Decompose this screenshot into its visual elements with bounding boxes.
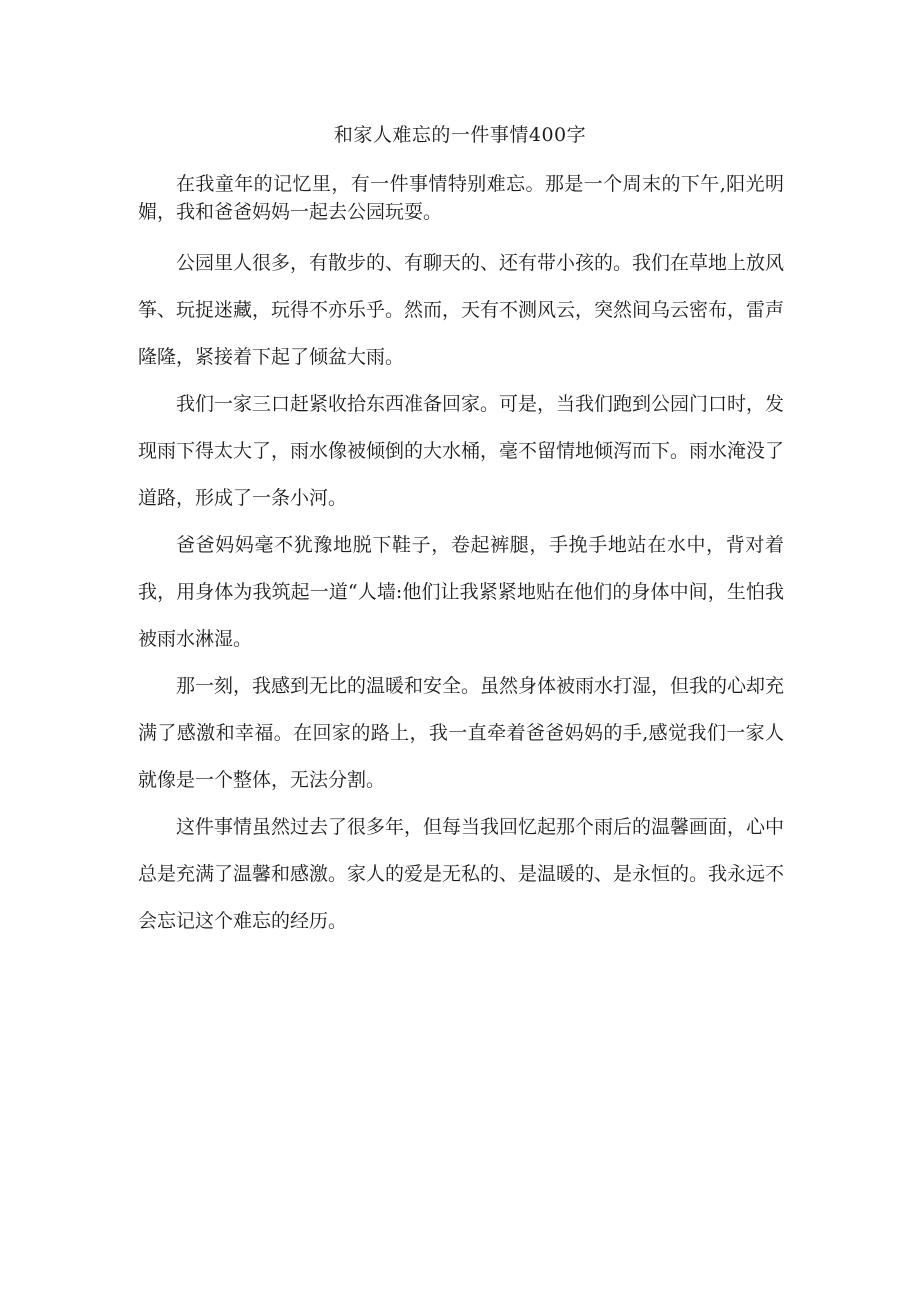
document-title: 和家人难忘的一件事情400字 — [333, 124, 587, 146]
paragraph-4: 爸爸妈妈毫不犹豫地脱下鞋子，卷起裤腿，手挽手地站在水中，背对着我，用身体为我筑起一道“人墙:他们让我紧紧地贴在他们的身体中间，生怕我被雨水淋湿。 — [138, 534, 784, 650]
paragraph-2: 公园里人很多，有散步的、有聊天的、还有带小孩的。我们在草地上放风筝、玩捉迷藏，玩得不亦乐乎。然而，天有不测风云，突然间乌云密布，雷声隆隆，紧接着下起了倾盆大雨。 — [138, 252, 785, 368]
paragraph-5: 那一刻，我感到无比的温暖和安全。虽然身体被雨水打湿，但我的心却充满了感激和幸福。在回家的路上，我一直牵着爸爸妈妈的手,感觉我们一家人就像是一个整体，无法分割。 — [138, 675, 785, 791]
paragraph-1: 在我童年的记忆里，有一件事情特别难忘。那是一个周末的下午,阳光明媚，我和爸爸妈妈一起去公园玩耍。 — [138, 173, 784, 223]
document-body — [138, 170, 784, 945]
paragraph-6: 这件事情虽然过去了很多年，但每当我回忆起那个雨后的温馨画面，心中总是充满了温馨和感激。家人的爱是无私的、是温暖的、是永恒的。我永远不会忘记这个难忘的经历。 — [138, 816, 785, 932]
paragraph-3: 我们一家三口赶紧收拾东西准备回家。可是，当我们跑到公园门口时，发现雨下得太大了，雨水像被倾倒的大水桶，毫不留情地倾泻而下。雨水淹没了道路，形成了一条小河。 — [138, 393, 785, 509]
